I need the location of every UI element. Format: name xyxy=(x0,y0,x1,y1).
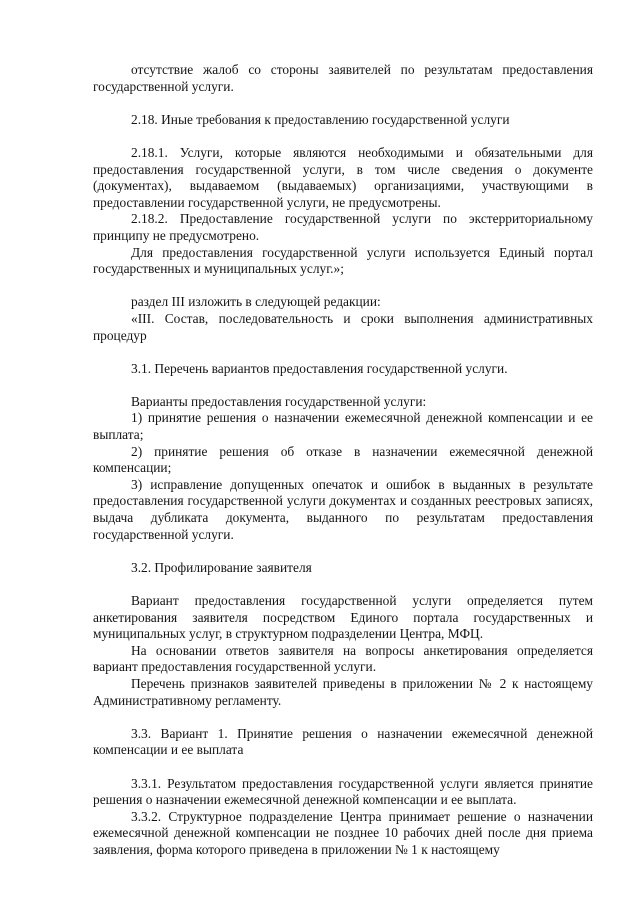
paragraph-3-3-1: 3.3.1. Результатом предоставления государственной услуги является принятие решения о назначении ежемесячной денежной компенсации и ее выплата. xyxy=(93,775,593,808)
heading-3-2: 3.2. Профилирование заявителя xyxy=(131,559,312,575)
paragraph-profiling-answers: На основании ответов заявителя на вопросы анкетирования определяется вариант предоставления государственной услуги. xyxy=(93,642,593,675)
heading-3-3: 3.3. Вариант 1. Принятие решения о назначении ежемесячной денежной компенсации и ее выплата xyxy=(93,725,593,758)
list-item-variant-2: 2) принятие решения об отказе в назначении ежемесячной денежной компенсации; xyxy=(93,443,593,476)
paragraph-applicant-features: Перечень признаков заявителей приведены в приложении № 2 к настоящему Административному регламенту. xyxy=(93,675,593,708)
paragraph-section-iii-intro: раздел III изложить в следующей редакции: xyxy=(131,294,381,310)
heading-3-1: 3.1. Перечень вариантов предоставления государственной услуги. xyxy=(131,360,508,376)
heading-2-18: 2.18. Иные требования к предоставлению государственной услуги xyxy=(131,111,510,127)
paragraph-2-18-2: 2.18.2. Предоставление государственной услуги по экстерриториальному принципу не предусмотрено. xyxy=(93,211,593,243)
document-page xyxy=(93,62,593,859)
paragraph-complaints: отсутствие жалоб со стороны заявителей по результатам предоставления государственной услуги. xyxy=(93,62,593,94)
paragraph-unified-portal: Для предоставления государственной услуги используется Единый портал государственных и муниципальных услуг.»; xyxy=(93,244,593,277)
paragraph-profiling: Вариант предоставления государственной услуги определяется путем анкетирования заявителя посредством Единого портала государственных и муниципальных услуг, в структурном подразделении Центра, МФЦ. xyxy=(93,593,593,642)
paragraph-2-18-1: 2.18.1. Услуги, которые являются необходимыми и обязательными для предоставления государственной услуги, в том числе сведения о документе (документах), выдаваемом (выдаваемых) организациями, участвующими в предоставлении государственной услуги, не предусмотрены. xyxy=(93,144,593,210)
paragraph-3-3-2: 3.3.2. Структурное подразделение Центра принимает решение о назначении ежемесячной денежной компенсации не позднее 10 рабочих дней после дня приема заявления, форма которого приведена в приложении № 1 к настоящему xyxy=(93,808,593,857)
list-item-variant-1: 1) принятие решения о назначении ежемесячной денежной компенсации и ее выплата; xyxy=(93,410,593,443)
list-item-variant-3: 3) исправление допущенных опечаток и ошибок в выданных в результате предоставления государственной услуги документах и созданных реестровых записях, выдача дубликата документа, выданного по результатам предоставления государственной услуги. xyxy=(93,476,593,542)
paragraph-variants-intro: Варианты предоставления государственной услуги: xyxy=(131,393,427,409)
paragraph-section-iii-title: «III. Состав, последовательность и сроки выполнения административных процедур xyxy=(93,310,593,343)
